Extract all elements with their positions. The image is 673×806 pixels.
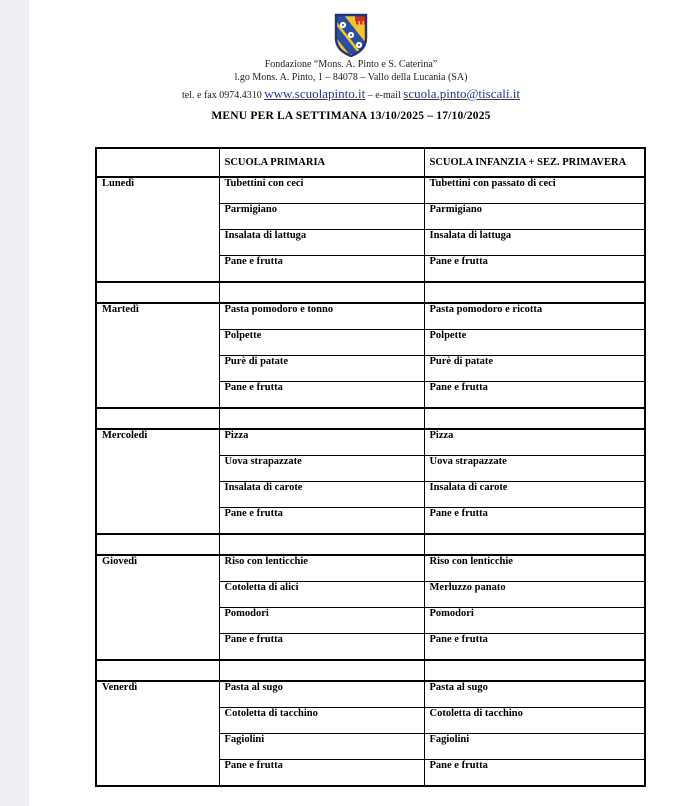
infanzia-menu-item: Cotoletta di tacchino <box>424 708 645 734</box>
infanzia-menu-item: Purè di patate <box>424 356 645 382</box>
spacer-cell <box>219 408 424 429</box>
spacer-row <box>96 282 645 303</box>
primaria-menu-item: Pasta pomodoro e tonno <box>219 303 424 330</box>
primaria-menu-item: Insalata di lattuga <box>219 230 424 256</box>
infanzia-menu-item: Uova strapazzate <box>424 456 645 482</box>
primaria-menu-item: Riso con lenticchie <box>219 555 424 582</box>
infanzia-menu-item: Pane e frutta <box>424 382 645 409</box>
infanzia-menu-item: Pane e frutta <box>424 634 645 661</box>
day-label: Martedì <box>96 303 219 408</box>
primaria-menu-item: Insalata di carote <box>219 482 424 508</box>
primaria-menu-item: Cotoletta di alici <box>219 582 424 608</box>
day-label: Venerdì <box>96 681 219 786</box>
spacer-cell <box>96 660 219 681</box>
day-column-header <box>96 148 219 177</box>
table-header-row <box>96 148 645 177</box>
email-label: – e-mail <box>365 90 404 101</box>
organization-name: Fondazione “Mons. A. Pinto e S. Caterina” <box>264 59 438 70</box>
website-link[interactable]: www.scuolapinto.it <box>264 86 366 101</box>
primaria-menu-item: Uova strapazzate <box>219 456 424 482</box>
menu-row <box>96 555 645 582</box>
day-label: Mercoledì <box>96 429 219 534</box>
spacer-cell <box>96 408 219 429</box>
menu-row <box>96 177 645 204</box>
primaria-menu-item: Tubettini con ceci <box>219 177 424 204</box>
infanzia-menu-item: Insalata di carote <box>424 482 645 508</box>
infanzia-menu-item: Pasta pomodoro e ricotta <box>424 303 645 330</box>
spacer-cell <box>424 660 645 681</box>
primaria-menu-item: Fagiolini <box>219 734 424 760</box>
infanzia-menu-item: Polpette <box>424 330 645 356</box>
infanzia-column-header: SCUOLA INFANZIA + SEZ. PRIMAVERA <box>424 148 645 177</box>
primaria-menu-item: Pizza <box>219 429 424 456</box>
infanzia-menu-item: Pane e frutta <box>424 760 645 787</box>
shield-icon <box>333 12 369 58</box>
primaria-menu-item: Cotoletta di tacchino <box>219 708 424 734</box>
infanzia-menu-item: Pane e frutta <box>424 508 645 535</box>
primaria-menu-item: Pomodori <box>219 608 424 634</box>
infanzia-menu-item: Parmigiano <box>424 204 645 230</box>
contact-line <box>29 86 673 104</box>
primaria-menu-item: Purè di patate <box>219 356 424 382</box>
primaria-menu-item: Pasta al sugo <box>219 681 424 708</box>
tel-fax-text: tel. e fax 0974.4310 <box>182 90 265 101</box>
spacer-cell <box>219 282 424 303</box>
spacer-cell <box>424 534 645 555</box>
organization-address: l.go Mons. A. Pinto, 1 – 84078 – Vallo della Lucania (SA) <box>234 72 468 83</box>
spacer-cell <box>219 660 424 681</box>
infanzia-menu-item: Pizza <box>424 429 645 456</box>
infanzia-menu-item: Fagiolini <box>424 734 645 760</box>
spacer-cell <box>424 408 645 429</box>
foundation-crest-logo <box>29 12 673 58</box>
menu-row <box>96 681 645 708</box>
infanzia-menu-item: Merluzzo panato <box>424 582 645 608</box>
spacer-cell <box>219 534 424 555</box>
primaria-menu-item: Pane e frutta <box>219 634 424 661</box>
day-label: Giovedì <box>96 555 219 660</box>
document-header <box>29 0 673 104</box>
primaria-menu-item: Pane e frutta <box>219 256 424 283</box>
spacer-row <box>96 408 645 429</box>
infanzia-menu-item: Pasta al sugo <box>424 681 645 708</box>
menu-table-body <box>96 177 645 786</box>
infanzia-menu-item: Pane e frutta <box>424 256 645 283</box>
spacer-cell <box>96 282 219 303</box>
primaria-menu-item: Parmigiano <box>219 204 424 230</box>
spacer-row <box>96 534 645 555</box>
spacer-cell <box>96 534 219 555</box>
primaria-menu-item: Pane e frutta <box>219 382 424 409</box>
weekly-menu-table <box>95 147 646 787</box>
infanzia-menu-item: Pomodori <box>424 608 645 634</box>
primaria-menu-item: Pane e frutta <box>219 760 424 787</box>
menu-row <box>96 303 645 330</box>
viewer-left-margin <box>0 0 29 806</box>
infanzia-menu-item: Insalata di lattuga <box>424 230 645 256</box>
infanzia-menu-item: Riso con lenticchie <box>424 555 645 582</box>
menu-title: MENU PER LA SETTIMANA 13/10/2025 – 17/10/2025 <box>211 110 491 122</box>
infanzia-menu-item: Tubettini con passato di ceci <box>424 177 645 204</box>
spacer-cell <box>424 282 645 303</box>
spacer-row <box>96 660 645 681</box>
primaria-menu-item: Polpette <box>219 330 424 356</box>
primaria-column-header: SCUOLA PRIMARIA <box>219 148 424 177</box>
day-label: Lunedì <box>96 177 219 282</box>
primaria-menu-item: Pane e frutta <box>219 508 424 535</box>
email-link[interactable]: scuola.pinto@tiscali.it <box>403 86 520 101</box>
menu-row <box>96 429 645 456</box>
